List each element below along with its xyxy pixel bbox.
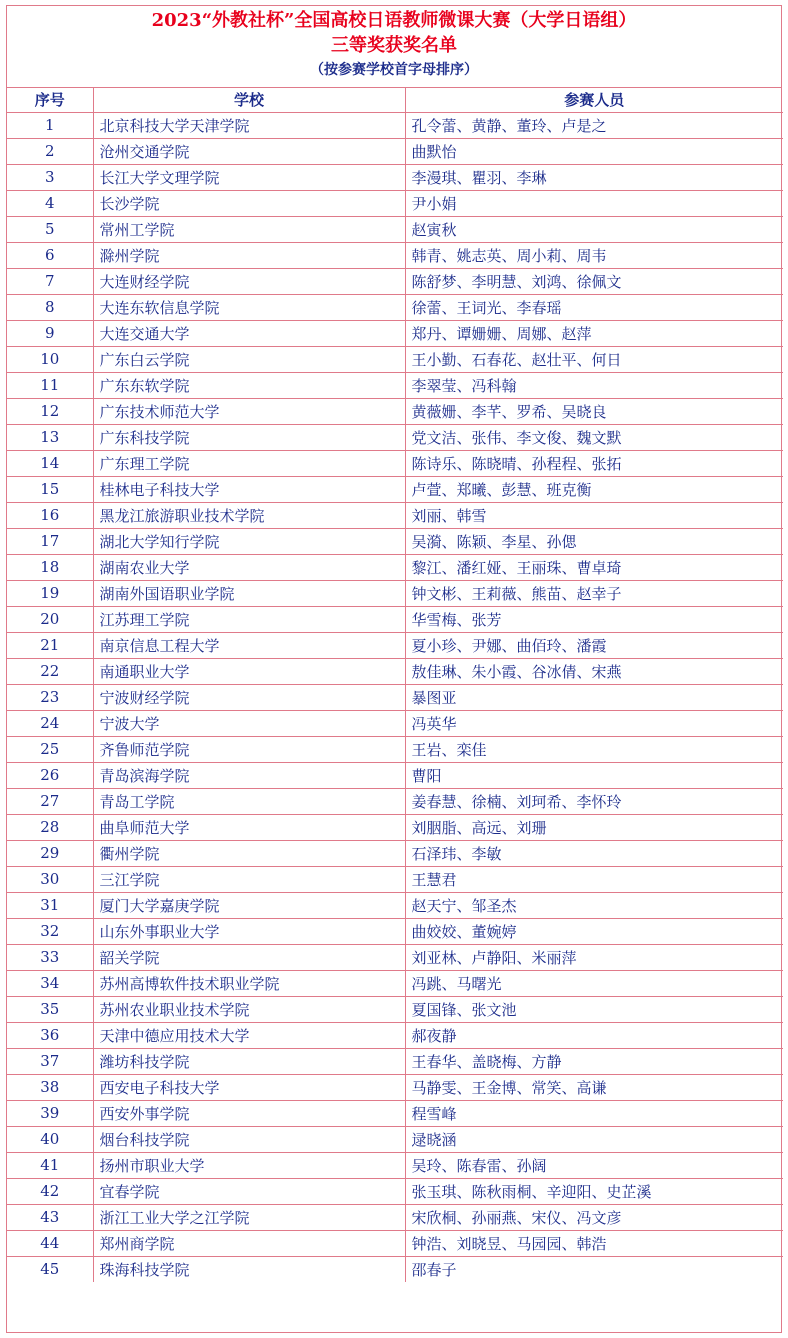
school-name: 常州工学院 (93, 216, 405, 242)
table-row (7, 736, 783, 762)
participants: 王春华、盖晓梅、方静 (405, 1048, 783, 1074)
table-row (7, 970, 783, 996)
row-number: 9 (7, 320, 93, 346)
school-name: 湖北大学知行学院 (93, 528, 405, 554)
school-name: 沧州交通学院 (93, 138, 405, 164)
table-row (7, 788, 783, 814)
title-block (7, 6, 781, 88)
school-name: 潍坊科技学院 (93, 1048, 405, 1074)
participants: 钟浩、刘晓昱、马园园、韩浩 (405, 1230, 783, 1256)
sort-note: （按参赛学校首字母排序） (310, 62, 478, 78)
participants: 曲默怡 (405, 138, 783, 164)
row-number: 19 (7, 580, 93, 606)
row-number: 38 (7, 1074, 93, 1100)
table-row (7, 684, 783, 710)
participants: 黎江、潘红娅、王丽珠、曹卓琦 (405, 554, 783, 580)
row-number: 44 (7, 1230, 93, 1256)
row-number: 29 (7, 840, 93, 866)
row-number: 16 (7, 502, 93, 528)
row-number: 8 (7, 294, 93, 320)
header-number: 序号 (7, 88, 93, 112)
row-number: 25 (7, 736, 93, 762)
participants: 韩青、姚志英、周小莉、周韦 (405, 242, 783, 268)
table-row (7, 294, 783, 320)
school-name: 扬州市职业大学 (93, 1152, 405, 1178)
table-row (7, 918, 783, 944)
table-row (7, 476, 783, 502)
row-number: 37 (7, 1048, 93, 1074)
table-row (7, 450, 783, 476)
row-number: 10 (7, 346, 93, 372)
award-list-sheet (6, 5, 782, 1333)
row-number: 6 (7, 242, 93, 268)
row-number: 3 (7, 164, 93, 190)
row-number: 12 (7, 398, 93, 424)
school-name: 苏州农业职业技术学院 (93, 996, 405, 1022)
school-name: 广东白云学院 (93, 346, 405, 372)
participants: 王小勤、石春花、赵壮平、何日 (405, 346, 783, 372)
row-number: 36 (7, 1022, 93, 1048)
school-name: 大连财经学院 (93, 268, 405, 294)
table-body (7, 112, 783, 1282)
row-number: 45 (7, 1256, 93, 1282)
school-name: 三江学院 (93, 866, 405, 892)
school-name: 滁州学院 (93, 242, 405, 268)
school-name: 西安外事学院 (93, 1100, 405, 1126)
school-name: 齐鲁师范学院 (93, 736, 405, 762)
school-name: 宁波财经学院 (93, 684, 405, 710)
school-name: 苏州高博软件技术职业学院 (93, 970, 405, 996)
school-name: 湖南农业大学 (93, 554, 405, 580)
participants: 赵寅秋 (405, 216, 783, 242)
school-name: 北京科技大学天津学院 (93, 112, 405, 138)
participants: 夏国锋、张文池 (405, 996, 783, 1022)
school-name: 大连东软信息学院 (93, 294, 405, 320)
row-number: 15 (7, 476, 93, 502)
participants: 陈舒梦、李明慧、刘鸿、徐佩文 (405, 268, 783, 294)
school-name: 曲阜师范大学 (93, 814, 405, 840)
school-name: 广东理工学院 (93, 450, 405, 476)
row-number: 17 (7, 528, 93, 554)
participants: 刘丽、韩雪 (405, 502, 783, 528)
table-row (7, 372, 783, 398)
participants: 赵天宁、邹圣杰 (405, 892, 783, 918)
winners-table (7, 88, 783, 1282)
table-row (7, 996, 783, 1022)
row-number: 5 (7, 216, 93, 242)
row-number: 41 (7, 1152, 93, 1178)
table-row (7, 216, 783, 242)
table-row (7, 840, 783, 866)
school-name: 长沙学院 (93, 190, 405, 216)
row-number: 31 (7, 892, 93, 918)
table-row (7, 164, 783, 190)
participants: 党文洁、张伟、李文俊、魏文默 (405, 424, 783, 450)
school-name: 桂林电子科技大学 (93, 476, 405, 502)
row-number: 23 (7, 684, 93, 710)
school-name: 天津中德应用技术大学 (93, 1022, 405, 1048)
table-row (7, 866, 783, 892)
school-name: 烟台科技学院 (93, 1126, 405, 1152)
table-row (7, 606, 783, 632)
row-number: 13 (7, 424, 93, 450)
row-number: 24 (7, 710, 93, 736)
table-row (7, 762, 783, 788)
participants: 刘胭脂、高远、刘珊 (405, 814, 783, 840)
row-number: 11 (7, 372, 93, 398)
row-number: 30 (7, 866, 93, 892)
row-number: 28 (7, 814, 93, 840)
participants: 夏小珍、尹娜、曲佰玲、潘霞 (405, 632, 783, 658)
table-row (7, 554, 783, 580)
table-row (7, 944, 783, 970)
contest-title: 2023“外教社杯”全国高校日语教师微课大赛（大学日语组） (151, 10, 637, 31)
row-number: 39 (7, 1100, 93, 1126)
school-name: 广东技术师范大学 (93, 398, 405, 424)
participants: 程雪峰 (405, 1100, 783, 1126)
school-name: 大连交通大学 (93, 320, 405, 346)
row-number: 32 (7, 918, 93, 944)
row-number: 40 (7, 1126, 93, 1152)
header-school: 学校 (93, 88, 405, 112)
row-number: 22 (7, 658, 93, 684)
header-row (7, 88, 783, 112)
row-number: 43 (7, 1204, 93, 1230)
row-number: 1 (7, 112, 93, 138)
participants: 李漫琪、瞿羽、李琳 (405, 164, 783, 190)
participants: 曹阳 (405, 762, 783, 788)
participants: 李翠莹、冯科翰 (405, 372, 783, 398)
participants: 郝夜静 (405, 1022, 783, 1048)
school-name: 珠海科技学院 (93, 1256, 405, 1282)
table-row (7, 528, 783, 554)
participants: 吴漪、陈颖、李星、孙偲 (405, 528, 783, 554)
participants: 曲姣姣、董婉婷 (405, 918, 783, 944)
row-number: 14 (7, 450, 93, 476)
award-title: 三等奖获奖名单 (331, 35, 457, 56)
participants: 王慧君 (405, 866, 783, 892)
school-name: 宁波大学 (93, 710, 405, 736)
table-row (7, 1178, 783, 1204)
row-number: 42 (7, 1178, 93, 1204)
participants: 马静雯、王金博、常笑、高谦 (405, 1074, 783, 1100)
row-number: 27 (7, 788, 93, 814)
table-row (7, 1204, 783, 1230)
table-row (7, 658, 783, 684)
school-name: 江苏理工学院 (93, 606, 405, 632)
participants: 冯跳、马曙光 (405, 970, 783, 996)
participants: 郑丹、谭姗姗、周娜、赵萍 (405, 320, 783, 346)
school-name: 衢州学院 (93, 840, 405, 866)
school-name: 广东科技学院 (93, 424, 405, 450)
participants: 孔令蕾、黄静、董玲、卢是之 (405, 112, 783, 138)
participants: 吴玲、陈春雷、孙阔 (405, 1152, 783, 1178)
table-row (7, 1100, 783, 1126)
participants: 张玉琪、陈秋雨桐、辛迎阳、史芷溪 (405, 1178, 783, 1204)
participants: 王岩、栾佳 (405, 736, 783, 762)
table-row (7, 320, 783, 346)
table-row (7, 112, 783, 138)
school-name: 韶关学院 (93, 944, 405, 970)
table-row (7, 190, 783, 216)
school-name: 青岛工学院 (93, 788, 405, 814)
table-row (7, 346, 783, 372)
table-row (7, 1152, 783, 1178)
row-number: 18 (7, 554, 93, 580)
participants: 敖佳琳、朱小霞、谷冰倩、宋燕 (405, 658, 783, 684)
school-name: 浙江工业大学之江学院 (93, 1204, 405, 1230)
table-row (7, 1256, 783, 1282)
participants: 姜春慧、徐楠、刘珂希、李怀玲 (405, 788, 783, 814)
participants: 华雪梅、张芳 (405, 606, 783, 632)
header-members: 参赛人员 (405, 88, 783, 112)
school-name: 山东外事职业大学 (93, 918, 405, 944)
participants: 石泽玮、李敏 (405, 840, 783, 866)
table-row (7, 424, 783, 450)
row-number: 7 (7, 268, 93, 294)
row-number: 21 (7, 632, 93, 658)
school-name: 宜春学院 (93, 1178, 405, 1204)
row-number: 33 (7, 944, 93, 970)
table-row (7, 710, 783, 736)
school-name: 厦门大学嘉庚学院 (93, 892, 405, 918)
row-number: 20 (7, 606, 93, 632)
school-name: 长江大学文理学院 (93, 164, 405, 190)
participants: 逯晓涵 (405, 1126, 783, 1152)
school-name: 南通职业大学 (93, 658, 405, 684)
row-number: 35 (7, 996, 93, 1022)
table-row (7, 1022, 783, 1048)
participants: 尹小娟 (405, 190, 783, 216)
school-name: 黑龙江旅游职业技术学院 (93, 502, 405, 528)
school-name: 青岛滨海学院 (93, 762, 405, 788)
table-row (7, 398, 783, 424)
participants: 宋欣桐、孙丽燕、宋仪、冯文彦 (405, 1204, 783, 1230)
row-number: 34 (7, 970, 93, 996)
table-row (7, 1126, 783, 1152)
table-row (7, 242, 783, 268)
participants: 钟文彬、王莉薇、熊苗、赵幸子 (405, 580, 783, 606)
participants: 徐蕾、王词光、李春瑶 (405, 294, 783, 320)
participants: 冯英华 (405, 710, 783, 736)
participants: 卢萱、郑曦、彭慧、班克衡 (405, 476, 783, 502)
school-name: 广东东软学院 (93, 372, 405, 398)
participants: 黄薇姗、李芊、罗希、吴晓良 (405, 398, 783, 424)
table-row (7, 1048, 783, 1074)
participants: 邵春子 (405, 1256, 783, 1282)
table-row (7, 632, 783, 658)
table-row (7, 580, 783, 606)
school-name: 郑州商学院 (93, 1230, 405, 1256)
participants: 刘亚林、卢静阳、米丽萍 (405, 944, 783, 970)
table-row (7, 502, 783, 528)
row-number: 2 (7, 138, 93, 164)
school-name: 南京信息工程大学 (93, 632, 405, 658)
participants: 陈诗乐、陈晓晴、孙程程、张拓 (405, 450, 783, 476)
table-row (7, 138, 783, 164)
table-row (7, 1230, 783, 1256)
participants: 暴图亚 (405, 684, 783, 710)
row-number: 4 (7, 190, 93, 216)
school-name: 湖南外国语职业学院 (93, 580, 405, 606)
table-row (7, 892, 783, 918)
row-number: 26 (7, 762, 93, 788)
table-row (7, 1074, 783, 1100)
table-row (7, 814, 783, 840)
table-row (7, 268, 783, 294)
school-name: 西安电子科技大学 (93, 1074, 405, 1100)
